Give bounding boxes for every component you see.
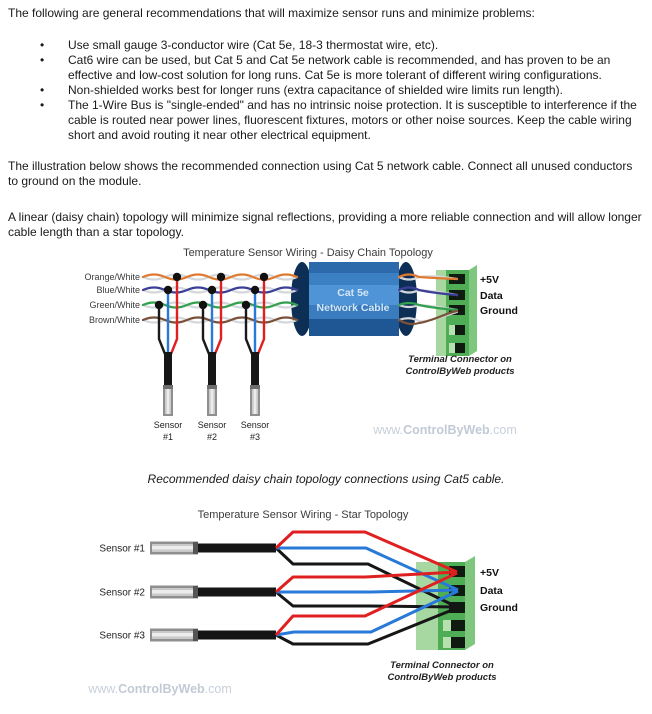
terminal-caption-line1: Terminal Connector on xyxy=(390,660,494,671)
terminal-caption-line1: Terminal Connector on xyxy=(408,354,512,365)
daisy-terminal-labels xyxy=(480,274,518,317)
recommendation-item: • Cat6 wire can be used, but Cat 5 and Cat 5e network cable is recommended, and has proven to be an effective and low-cost solution for long runs. Cat 5e is more tolerant of different wiring configurations. xyxy=(8,53,644,83)
star-sensor-1-label: Sensor #1 xyxy=(99,543,145,555)
sensor-2-label: Sensor xyxy=(197,420,227,430)
wire-label-green-white: Green/White xyxy=(89,300,140,310)
terminal-caption-line2: ControlByWeb products xyxy=(387,672,497,683)
wire-label-orange-white: Orange/White xyxy=(84,272,140,282)
daisy-chain-diagram xyxy=(8,243,652,443)
terminal-caption-line2: ControlByWeb products xyxy=(405,366,515,377)
sensor-3-number: #3 xyxy=(249,432,261,442)
cable-label-line2: Network Cable xyxy=(316,302,390,314)
star-sensor-3-label: Sensor #3 xyxy=(99,630,145,642)
terminal-label-ground: Ground xyxy=(480,602,518,614)
wire-label-brown-white: Brown/White xyxy=(88,315,140,325)
star-topology-diagram xyxy=(8,500,652,699)
daisy-sensor-3 xyxy=(241,352,270,442)
star-sensor-2-label: Sensor #2 xyxy=(99,587,145,599)
sensor-1-label: Sensor xyxy=(153,420,183,430)
daisy-chain-caption: Recommended daisy chain topology connections using Cat5 cable. xyxy=(147,472,505,486)
sensor-2-number: #2 xyxy=(206,432,218,442)
recommendation-item: • Non-shielded works best for longer runs (extra capacitance of shielded wire limits run length). xyxy=(8,83,644,98)
sensor-1-number: #1 xyxy=(162,432,174,442)
daisy-diagram-title: Temperature Sensor Wiring - Daisy Chain Topology xyxy=(183,247,433,259)
star-terminal-labels xyxy=(480,567,518,614)
illustration-paragraph: The illustration below shows the recommended connection using Cat 5 network cable. Connect all unused conductors to ground on the module. xyxy=(8,159,633,188)
star-terminal-caption xyxy=(387,660,496,683)
terminal-label-data: Data xyxy=(480,290,503,302)
star-sensor-probes xyxy=(150,542,276,642)
daisy-terminal-caption xyxy=(405,354,514,377)
cat5e-cable xyxy=(309,262,399,336)
cable-label-line1: Cat 5e xyxy=(337,287,369,299)
watermark-controlbyweb: www.ControlByWeb.com xyxy=(88,682,232,696)
terminal-label-ground: Ground xyxy=(480,305,518,317)
linear-topology-paragraph: A linear (daisy chain) topology will minimize signal reflections, providing a more reliable connection and will allow longer cable length than a star topology. xyxy=(8,210,642,239)
star-sensor-labels xyxy=(99,544,145,642)
recommendation-item: • The 1-Wire Bus is "single-ended" and has no intrinsic noise protection. It is susceptible to interference if the cable is routed near power lines, fluorescent fixtures, motors or other noise sources. Keep the cable wiring short and avoid routing it near other electrical equipment. xyxy=(8,98,644,143)
daisy-wire-labels xyxy=(84,272,140,325)
daisy-sensor-1 xyxy=(154,352,183,442)
sensor-3-label: Sensor xyxy=(240,420,270,430)
recommendations-list xyxy=(8,38,644,143)
intro-paragraph: The following are general recommendations that will maximize sensor runs and minimize problems: xyxy=(8,6,535,20)
recommendation-item: • Use small gauge 3-conductor wire (Cat 5e, 18-3 thermostat wire, etc). xyxy=(8,38,644,53)
daisy-sensor-2 xyxy=(198,352,227,442)
wire-label-blue-white: Blue/White xyxy=(96,285,140,295)
star-diagram-title: Temperature Sensor Wiring - Star Topology xyxy=(197,509,409,521)
terminal-label-data: Data xyxy=(480,585,503,597)
terminal-label-5v: +5V xyxy=(480,274,499,286)
watermark-controlbyweb: www.ControlByWeb.com xyxy=(373,423,517,437)
terminal-label-5v: +5V xyxy=(480,567,499,579)
